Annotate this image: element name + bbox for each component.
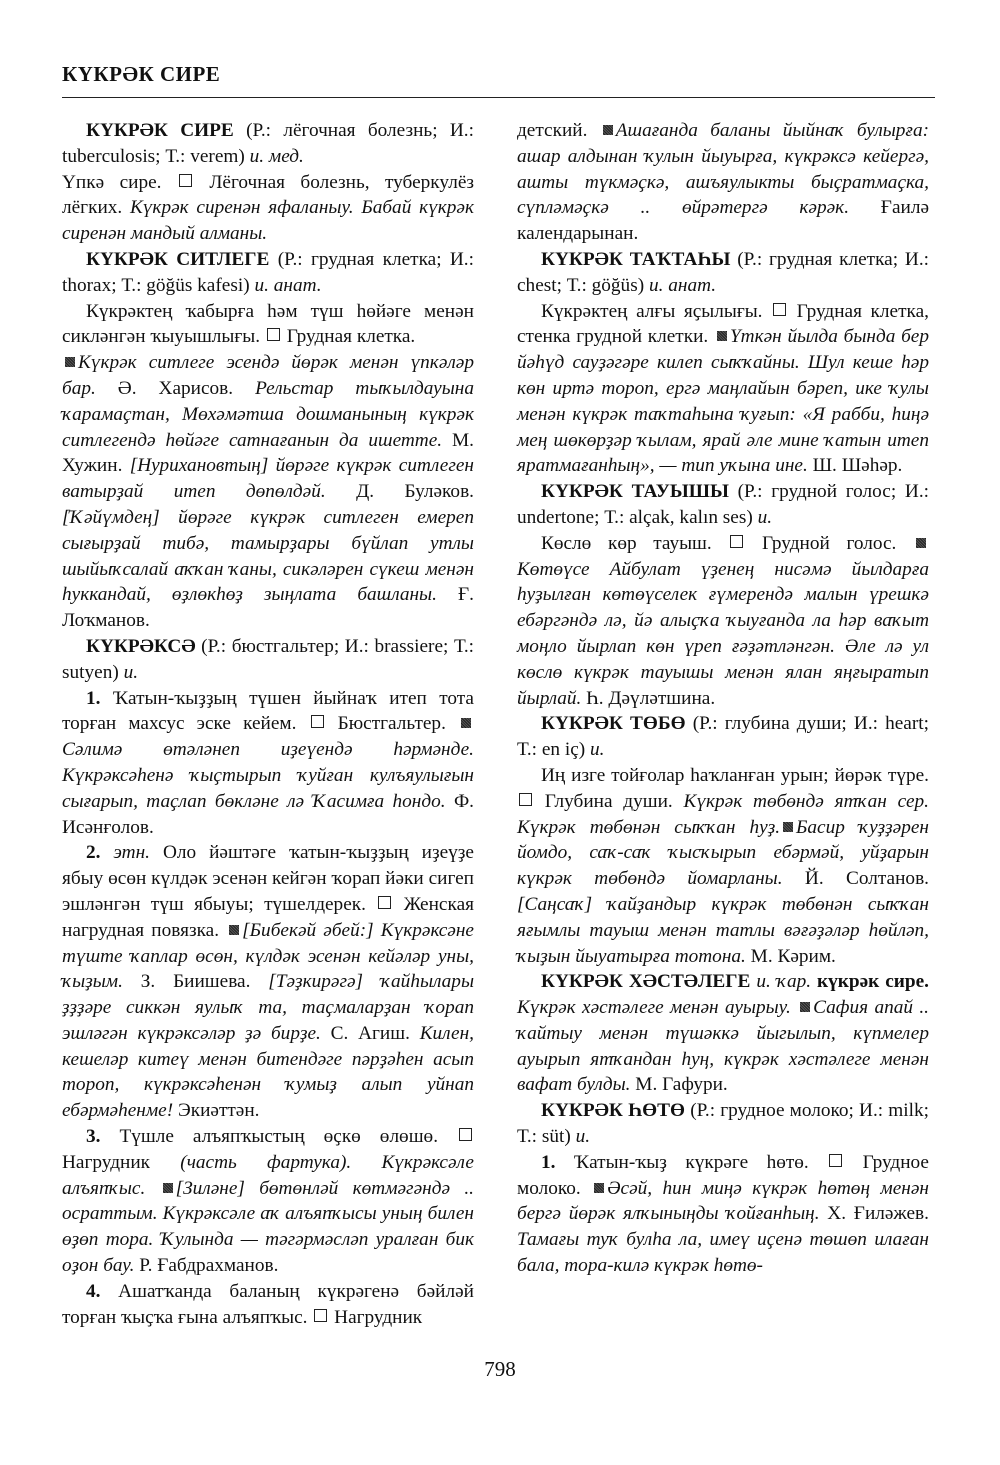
sense-4: 4. Ашатҡанда баланың күкрәгенә бәйләй торған ҡыҫҡа ғына алъяпҡыс. Нагрудник [62, 1280, 474, 1328]
square-outline-icon [519, 793, 532, 806]
entry-kukrekse: КҮКРӘКСӘ (Р.: бюстгальтер; И.: brassiere; Т.: sutyen) и. [62, 635, 474, 683]
entry-kukrek-tobo-def: Иң изге тойғолар һаҡланған урын; йөрәк түре. Глубина души. Күкрәк төбөндә ятҡан сер. Күкрәк төбөнән сыҡҡан һуҙ. Басир ҡуҙҙәрен йомдо, саҡ-саҡ ҡысҡырып ебәрмәй, уйҙарын күкрәк төбөндә йомарланы. Й. Солтанов. [Саңсаҡ] ҡайҙандыр күкрәк төбөнән сыҡҡан яғымлы тауыш менән татлы вәғәҙәләр һөйләп, ҡыҙын йыуатырға тотона. М. Кәрим. [517, 764, 929, 967]
square-outline-icon [773, 303, 786, 316]
sense-1: 1. Ҡатын-ҡыҙҙың түшен йыйнаҡ итеп тота торған махсус эске кейем. Бюстгальтер. Сәлимә өтәләнеп иҙеүендә һәрмәнде. Күкрәксәһенә ҡыҫтырып ҡуйған кулъяулығын сығарып, таҫлап бөкләне лә Ҡасимға һондо. Ф. Исәнғолов. [62, 687, 474, 838]
square-filled-icon [229, 925, 239, 935]
headword: КҮКРӘКСӘ [86, 635, 196, 657]
continued-text: детский. Ашағанда баланы йыйнаҡ булырға: ашар алдынан ҡулын йыуырға, күкрәксә кейергә, ашты түкмәҫкә, ашъяулыкты быҫратмаҫка, сүпләмәҫкә .. өйрәтергә кәрәк. Ғаилә календарынан. [517, 120, 930, 245]
square-filled-icon [717, 331, 727, 341]
square-outline-icon [829, 1154, 842, 1167]
header-rule [62, 97, 935, 98]
entry-kukrek-taqtahy-def: Күкрәктең алғы яҫылығы. Грудная клетка, стенка грудной клетки. Үткән йылда бында бер йәһүд сауҙәгәре килеп сыҡҡайны. Шул кеше һәр көн иртә тороп, ергә маңлайын бәреп, ике ҡулы менән күкрәк таҡтаһына ҡуғып: «Я рабби, һиңә мең шөкөрҙәр ҡылам, ярай әле мине ҡатын итеп яратмағанһың», — тип уҡына ине. Ш. Шәһәр. [517, 300, 929, 477]
running-head: КҮКРӘК СИРЕ [62, 62, 221, 86]
entry-kukrek-tauyshy: КҮКРӘК ТАУЫШЫ (Р.: грудной голос; И.: undertone; Т.: alçak, kalın ses) и. [517, 481, 929, 528]
right-column [517, 118, 929, 1279]
square-filled-icon [594, 1183, 604, 1193]
square-filled-icon [800, 1002, 810, 1012]
square-outline-icon [314, 1309, 327, 1322]
sense-2: 2. этн. Оло йәштәге ҡатын-ҡыҙҙың иҙеүҙе ябыу өсөн күлдәк эсенән кейгән ҡорап йәки сигеп эшләнгән түш ябыуы; түшелдерек. Женская нагрудная повязка. [Бибекәй әбей:] Күкрәксәне түште ҡаплар өсөн, күлдәк эсенән кейәләр уны, ҡыҙым. З. Биишева. [Тәҙкирәгә] ҡайһылары ҙҙҙәре сиккән яулыҡ та, таҫмаларҙан ҡорап эшләгән күкрәксәләр ҙә бирҙе. С. Агиш. Килен, кешеләр китеү менән битендәге пәрҙәһен асып тороп, күкрәксәһенән ҡумыҙ алып уйнап ебәрмәһенме! Экиәттән. [62, 842, 474, 1122]
sense-3: 3. Түшле алъяпҡыстың өҫкө өлөшө. Нагрудник (часть фартука). Күкрәксәле алъяпҡыс. [Зиләне] бөтөнләй көтмәгәндә .. осраттым. Күкрәксәле аҡ алъяпҡысы уның билен өҙөп тора. Ҡулында — тәгәрмәсләп уралған бик оҙон бау. Р. Ғабдрахманов. [62, 1126, 474, 1277]
entry-kukrek-sitlege: КҮКРӘК СИТЛЕГЕ (Р.: грудная клетка; И.: thorax; Т.: göğüs kafesi) и. анат. [62, 248, 474, 296]
headword: КҮКРӘК СИТЛЕГЕ [86, 248, 270, 270]
square-filled-icon [783, 822, 793, 832]
entry-kukrek-sitlege-def: Күкрәктең ҡабырға һәм түш һөйәге менән сикләнгән ҡыуышлығы. Грудная клетка. Күкрәк ситлеге эсендә йөрәк менән үпкәләр бар. Ә. Харисов. Рельстар тыҡылдауына ҡарамаҫтан, Мөхәмәтша дошманының күкрәк ситлегендә һөйәге сатнағанын да ишетте. М. Хужин. [Нурихановтың] йөрәге күкрәк ситлеген ватырҙай итеп дөпөлдәй. Д. Буләков. [Ҡәйүмдең] йөрәге күкрәк ситлеген емереп сығырҙай тибә, тамырҙары бүйлап утлы шыйыҡсалай аҡҡан ҡаны, сикәләрен сүкеш менән һуккандай, өҙлөкһөҙ зыңлата башланы. Ғ. Лоҡманов. [62, 300, 474, 632]
headword: КҮКРӘК ТАУЫШЫ [541, 481, 729, 503]
entry-kukrek-sire: КҮКРӘК СИРЕ (Р.: лёгочная болезнь; И.: tuberculosis; Т.: verem) и. мед. Үпкә сире. Лёгочная болезнь, туберкулёз лёгких. Күкрәк сиренән яфаланыу. Бабай күкрәк сиренән мандый алманы. [62, 120, 474, 245]
square-filled-icon [916, 538, 926, 548]
sense-1-right: 1. Ҡатын-ҡыҙ күкрәге һөтө. Грудное молоко. Әсәй, һин миңә күкрәк һөтөң менән бергә йөрәк ялҡыныңды ҡойғанһың. Х. Ғиләжев. Тамағы туҡ булһа ла, имеү иҫенә төшөп илаған бала, тора-килә күкрәк һөтө- [517, 1151, 929, 1277]
square-outline-icon [378, 896, 391, 909]
square-outline-icon [459, 1128, 472, 1141]
headword: КҮКРӘК СИРЕ [86, 120, 234, 141]
square-filled-icon [163, 1183, 173, 1193]
page-number: 798 [484, 1357, 516, 1381]
square-outline-icon [730, 535, 743, 548]
square-outline-icon [267, 328, 280, 341]
headword: КҮКРӘК ТӨБӨ [541, 713, 686, 735]
headword: КҮКРӘК ХӘСТӘЛЕГЕ [541, 971, 751, 993]
entry-kukrek-tauyshy-def: Көслө көр тауыш. Грудной голос. Көтөүсе Айбулат үҙенең нисәмә йылдарға һуҙылған көтөүселек ғүмерендә малын үрешкә ебәргәндә лә, йә алыҫҡа ҡыуғанда ла һәр ваҡыт моңло йырлап көн үреп ғәҙәтләнгән. Әле лә ул көслө күкрәк тауышы менән ялан яңғыратып йырлай. Һ. Дәүләтшина. [517, 532, 929, 709]
headword: КҮКРӘК ҺӨТӨ [541, 1100, 686, 1122]
square-outline-icon [179, 174, 192, 187]
square-outline-icon [311, 715, 324, 728]
entry-kukrek-tobo: КҮКРӘК ТӨБӨ (Р.: глубина души; И.: heart; Т.: en iç) и. [517, 713, 930, 761]
square-filled-icon [461, 718, 471, 728]
square-filled-icon [65, 357, 75, 367]
square-filled-icon [603, 125, 613, 135]
entry-kukrek-hastalege: КҮКРӘК ХӘСТӘЛЕГЕ и. ҡар. күкрәк сире. Күкрәк хәстәлеге менән ауырыу. Сафия апай .. ҡайтыу менән түшәккә йыгылып, күпмелер ауырып ятҡандан һуң, күкрәк хәстәлеге менән вафат булды. М. Гафури. [517, 971, 929, 1096]
headword: КҮКРӘК ТАҠТАҺЫ [541, 248, 731, 270]
entry-kukrek-taqtahy: КҮКРӘК ТАҠТАҺЫ (Р.: грудная клетка; И.: chest; Т.: göğüs) и. анат. [517, 248, 929, 296]
left-column [62, 118, 474, 1330]
entry-kukrek-hoto: КҮКРӘК ҺӨТӨ (Р.: грудное молоко; И.: milk; Т.: süt) и. [517, 1100, 930, 1148]
